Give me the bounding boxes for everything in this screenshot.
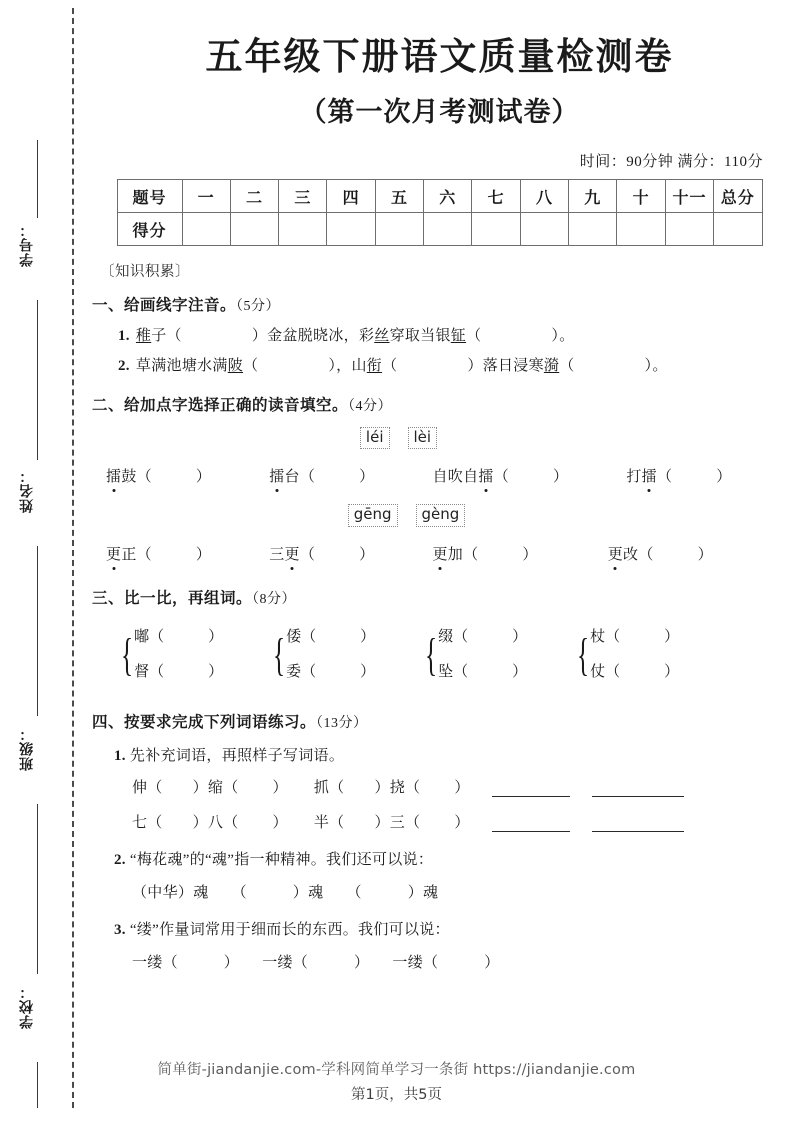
word-leitai: [269, 465, 374, 486]
row2-answer-line-2[interactable]: [592, 817, 684, 832]
section-heading-1: [92, 293, 777, 315]
score-cell-10[interactable]: [617, 213, 665, 246]
pinyin-chip-lei2[interactable]: léi: [360, 427, 390, 449]
col-head-10: 十: [617, 180, 665, 213]
word-gengjia: [432, 543, 537, 564]
question-4-1-number: 1.: [114, 748, 126, 765]
margin-label-class: 班级：: [20, 726, 35, 771]
col-head-total: 总分: [714, 180, 762, 213]
word-zichuizilei-pre: 自吹自: [432, 469, 479, 486]
word-gengjia-tail: ）: [522, 546, 538, 563]
dot-char-lei-2: 擂: [269, 465, 284, 486]
compare-3-bottom-tail: ）: [512, 663, 528, 680]
row1-c4: 抓（: [313, 780, 345, 797]
brace-icon-1: {: [120, 628, 134, 680]
row1-c2: ）缩（: [192, 780, 239, 797]
q1-1-t5: ）。: [551, 328, 575, 345]
word-sangeng-post: （: [299, 546, 316, 563]
score-table-wrapper: [117, 179, 763, 246]
q1-1-t3: 穿取当银: [389, 328, 451, 345]
compare-3-top: [438, 620, 527, 655]
compare-group-4-rows: [590, 620, 679, 691]
word-leitai-tail: ）: [359, 469, 375, 486]
category-tag: 〔知识积累〕: [100, 264, 190, 281]
section-4-title: 四、按要求完成下列词语练习。: [92, 714, 317, 732]
dot-char-geng-1: 更: [106, 543, 121, 564]
q1-2-t1: 草满池塘水满: [135, 358, 228, 375]
score-cell-8[interactable]: [520, 213, 568, 246]
margin-rule-3: [37, 546, 38, 716]
word-sangeng-pre: 三: [269, 546, 285, 563]
exam-meta: 时间：90分钟 满分：110分: [579, 154, 763, 171]
word-gengzheng-tail: ）: [195, 546, 212, 563]
pinyin-chip-lei4[interactable]: lèi: [408, 427, 438, 449]
compare-3-top-char: 缀（: [438, 628, 469, 645]
page-subtitle: （第一次月考测试卷）: [299, 96, 580, 127]
row2-c5: ）三（: [374, 815, 421, 832]
brace-icon-4: {: [576, 628, 590, 680]
word-gengjia-post: 加（: [447, 546, 479, 563]
section-2-points: （4分）: [348, 399, 393, 415]
col-head-9: 九: [569, 180, 617, 213]
compare-2-top-tail: ）: [360, 628, 376, 645]
word-dalei-post: （: [656, 469, 673, 486]
section-4-points: （13分）: [316, 716, 368, 732]
row-label-score: 得分: [117, 213, 182, 246]
row2-c2: ）八（: [192, 815, 239, 832]
word-sangeng: [269, 543, 374, 564]
compare-4-top-char: 杖（: [590, 628, 621, 645]
score-cell-9[interactable]: [569, 213, 617, 246]
pinyin-chip-geng4[interactable]: gèng: [416, 504, 466, 526]
row2-answer-line-1[interactable]: [492, 817, 570, 832]
compare-group-2-rows: [286, 620, 375, 691]
compare-1-top: [134, 620, 223, 655]
score-cell-6[interactable]: [424, 213, 472, 246]
brace-icon-3: {: [424, 628, 438, 680]
q1-1-t2: ）金盆脱晓冰，彩: [251, 328, 375, 345]
section-3-points: （8分）: [252, 591, 297, 607]
word-leigu-tail: ）: [195, 469, 212, 486]
row2-c3: ）: [272, 815, 288, 832]
page-footer: [0, 1058, 793, 1104]
row1-c1: 伸（: [132, 780, 163, 797]
score-cell-2[interactable]: [230, 213, 278, 246]
col-head-2: 二: [230, 180, 278, 213]
question-4-2-prompt: “梅花魂”的“魂”指一种精神。我们还可以说：: [129, 852, 434, 869]
row1-answer-line-2[interactable]: [592, 782, 684, 797]
margin-rule-1: [37, 140, 38, 218]
page-title: 五年级下册语文质量检测卷: [205, 37, 674, 78]
compare-2-bottom-char: 委（: [286, 663, 317, 680]
question-1-2-number: 2.: [118, 358, 130, 375]
question-4-2-answer[interactable]: （中华）魂 （ ）魂 （ ）魂: [132, 885, 439, 902]
col-head-6: 六: [424, 180, 472, 213]
dot-char-geng-2: 更: [285, 543, 300, 564]
pinyin-options-geng: [92, 504, 777, 526]
compare-2-top-char: 倭（: [286, 628, 317, 645]
word-dalei: [626, 465, 731, 486]
fold-dashed-line: [72, 8, 74, 1108]
row1-c5: ）挠（: [374, 780, 421, 797]
compare-4-bottom: [590, 655, 679, 690]
margin-label-student-id: 学号：: [20, 222, 35, 267]
section-1-points: （5分）: [236, 299, 281, 315]
underlined-char-xian: 衔: [366, 358, 383, 375]
row2-c1: 七（: [132, 815, 163, 832]
margin-label-school: 学校：: [20, 984, 35, 1029]
underlined-char-yi: 漪: [543, 358, 560, 375]
compare-group-3: [420, 620, 572, 691]
col-head-8: 八: [520, 180, 568, 213]
dot-char-lei-3: 擂: [478, 465, 493, 486]
score-cell-4[interactable]: [327, 213, 375, 246]
underlined-char-zhi: 稚: [135, 328, 152, 345]
row1-answer-line-1[interactable]: [492, 782, 570, 797]
compare-groups: [116, 620, 777, 691]
compare-1-top-char: 嘟（: [134, 628, 165, 645]
question-4-3-number: 3.: [114, 922, 126, 939]
compare-3-bottom-char: 坠（: [438, 663, 469, 680]
word-gengzheng: [106, 543, 211, 564]
word-row-lei: [106, 465, 777, 486]
question-1-1: [118, 324, 777, 345]
compare-group-4: [572, 620, 724, 691]
question-4-3: [114, 918, 777, 939]
section-heading-3: [92, 586, 777, 608]
row-label-question: 题号: [117, 180, 182, 213]
compare-group-2: [268, 620, 420, 691]
section-2-title: 二、给加点字选择正确的读音填空。: [92, 397, 349, 415]
compare-4-bottom-char: 仗（: [590, 663, 621, 680]
compare-4-top: [590, 620, 679, 655]
col-head-3: 三: [279, 180, 327, 213]
question-4-1-row-1: [132, 776, 777, 797]
word-zichuizilei-tail: ）: [553, 469, 569, 486]
score-cell-7[interactable]: [472, 213, 520, 246]
score-cell-1[interactable]: [182, 213, 230, 246]
compare-group-1: [116, 620, 268, 691]
q1-1-t4: （: [466, 328, 482, 345]
compare-4-top-tail: ）: [664, 628, 680, 645]
word-row-geng: [106, 543, 777, 564]
exam-body: [86, 260, 793, 972]
question-1-1-number: 1.: [118, 328, 130, 345]
compare-1-top-tail: ）: [208, 628, 224, 645]
underlined-char-bei: 陂: [227, 358, 244, 375]
compare-4-bottom-tail: ）: [664, 663, 680, 680]
compare-2-top: [286, 620, 375, 655]
word-zichuizilei: [432, 465, 568, 486]
col-head-11: 十一: [665, 180, 713, 213]
section-heading-2: [92, 393, 777, 415]
brace-icon-2: {: [272, 628, 286, 680]
compare-group-1-rows: [134, 620, 223, 691]
score-cell-5[interactable]: [375, 213, 423, 246]
q1-2-t3: ），山: [328, 358, 367, 375]
score-table: [117, 179, 763, 246]
score-cell-total[interactable]: [714, 213, 762, 246]
question-4-2-number: 2.: [114, 852, 126, 869]
compare-1-bottom-tail: ）: [208, 663, 224, 680]
word-zichuizilei-post: （: [493, 469, 509, 486]
dot-char-lei-1: 擂: [106, 465, 121, 486]
question-4-3-prompt: “缕”作量词常用于细而长的东西。我们可以说：: [129, 922, 450, 939]
compare-3-top-tail: ）: [512, 628, 528, 645]
compare-3-bottom: [438, 655, 527, 690]
dot-char-geng-3: 更: [432, 543, 447, 564]
word-genggai-post: 改（: [623, 546, 654, 563]
col-head-7: 七: [472, 180, 520, 213]
underlined-char-zheng: 钲: [450, 328, 467, 345]
row2-c6: ）: [454, 815, 470, 832]
row1-c3: ）: [272, 780, 288, 797]
word-genggai: [608, 543, 713, 564]
row2-c4: 半（: [313, 815, 345, 832]
question-4-1-row-2: [132, 811, 777, 832]
word-dalei-pre: 打: [626, 469, 642, 486]
word-sangeng-tail: ）: [359, 546, 375, 563]
q1-2-t7: ）。: [644, 358, 668, 375]
question-4-1-prompt: 先补充词语，再照样子写词语。: [129, 748, 345, 765]
word-leitai-post: 台（: [284, 469, 316, 486]
q1-2-t2: （: [243, 358, 259, 375]
col-head-4: 四: [327, 180, 375, 213]
col-head-1: 一: [182, 180, 230, 213]
compare-2-bottom-tail: ）: [360, 663, 376, 680]
score-cell-3[interactable]: [279, 213, 327, 246]
section-3-title: 三、比一比，再组词。: [92, 589, 253, 607]
word-gengzheng-post: 正（: [121, 546, 152, 563]
table-row-scores: [117, 213, 762, 246]
word-leigu: [106, 465, 211, 486]
section-heading-4: [92, 710, 777, 732]
score-cell-11[interactable]: [665, 213, 713, 246]
q1-2-t6: （: [559, 358, 575, 375]
pinyin-options-lei: [92, 427, 777, 449]
section-1-title: 一、给画线字注音。: [92, 297, 237, 315]
question-4-3-answer[interactable]: 一缕（ ） 一缕（ ） 一缕（ ）: [132, 955, 500, 972]
margin-rule-2: [37, 300, 38, 460]
table-row-question-numbers: [117, 180, 762, 213]
content-column: [86, 0, 793, 1122]
compare-group-3-rows: [438, 620, 527, 691]
q1-2-t5: ）落日浸寒: [467, 358, 544, 375]
q1-2-t4: （: [382, 358, 398, 375]
margin-label-name: 姓名：: [20, 468, 35, 513]
word-leigu-post: 鼓（: [121, 469, 152, 486]
compare-1-bottom: [134, 655, 223, 690]
row1-c6: ）: [454, 780, 470, 797]
binding-margin: [0, 0, 86, 1122]
q1-1-t1: 子（: [151, 328, 182, 345]
footer-page-number: 第1页，共5页: [351, 1087, 442, 1103]
dot-char-geng-4: 更: [608, 543, 623, 564]
question-1-2: [118, 354, 777, 375]
word-genggai-tail: ）: [697, 546, 713, 563]
question-4-2: [114, 848, 777, 869]
dot-char-lei-4: 擂: [642, 465, 657, 486]
margin-rule-4: [37, 804, 38, 974]
question-4-1: [114, 744, 777, 765]
pinyin-chip-geng1[interactable]: gēng: [348, 504, 398, 526]
compare-1-bottom-char: 督（: [134, 663, 165, 680]
col-head-5: 五: [375, 180, 423, 213]
word-dalei-tail: ）: [716, 469, 732, 486]
underlined-char-si: 丝: [374, 328, 390, 345]
footer-site-credit: 简单街-jiandanjie.com-学科网简单学习一条街 https://jiandanjie.com: [157, 1062, 636, 1078]
compare-2-bottom: [286, 655, 375, 690]
